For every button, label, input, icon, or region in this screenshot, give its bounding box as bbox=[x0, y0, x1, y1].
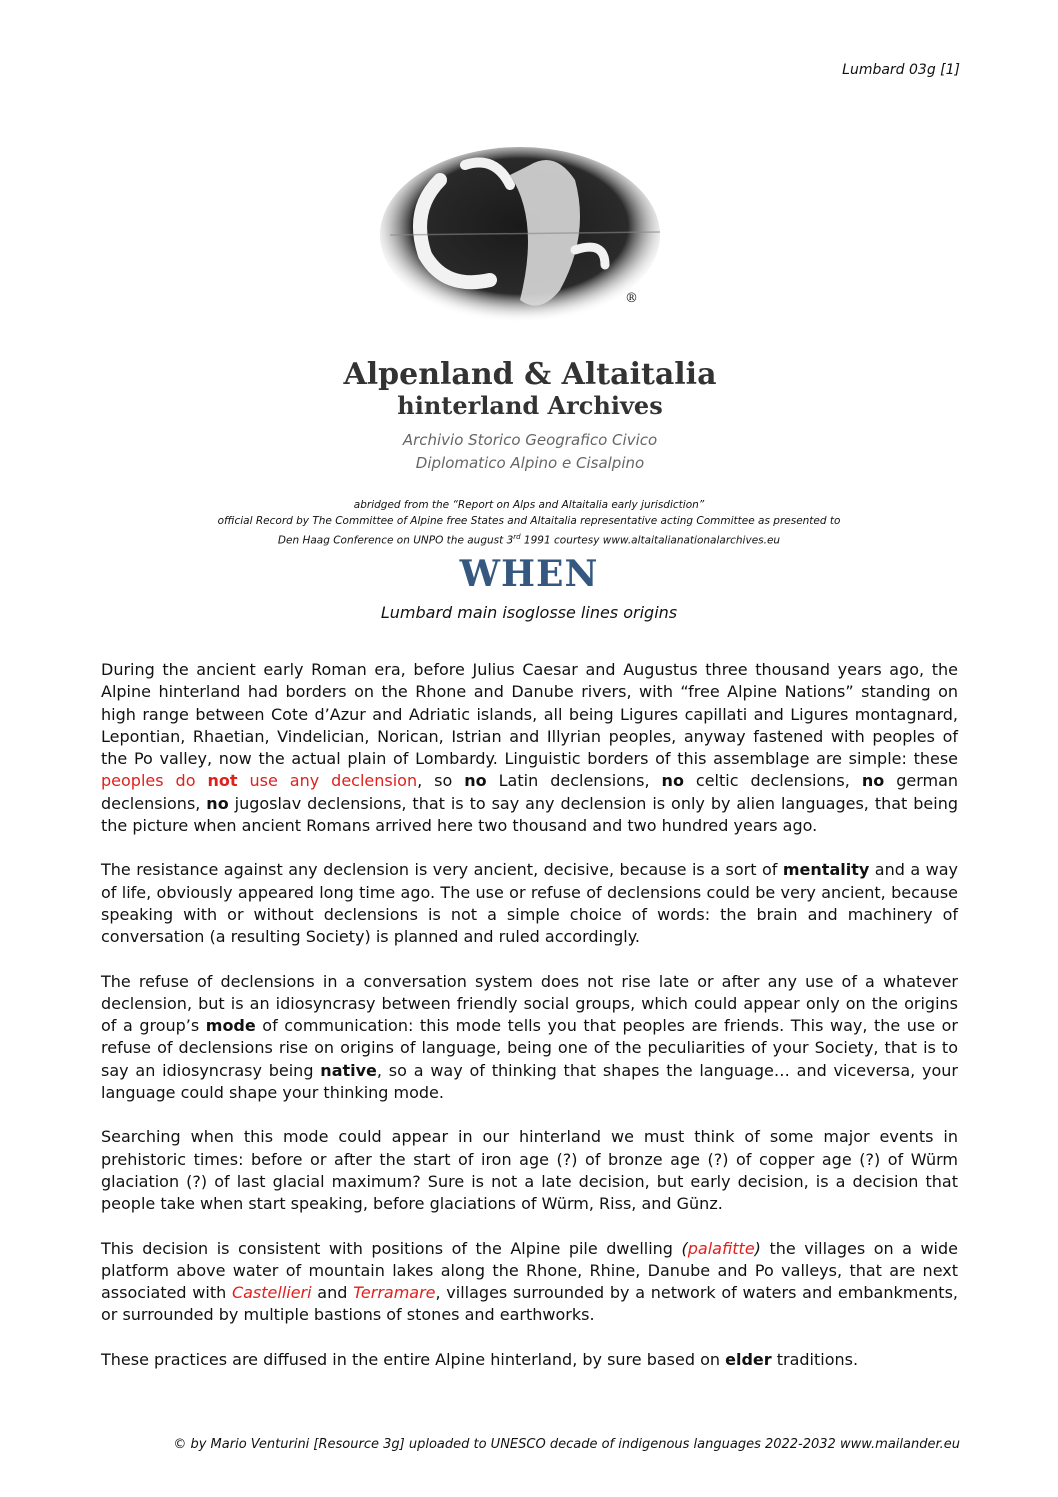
page-subtitle: Lumbard main isoglosse lines origins bbox=[380, 603, 678, 622]
logo-emblem-icon bbox=[380, 147, 660, 323]
source-note bbox=[100, 497, 958, 549]
logo-line-3: Archivio Storico Geografico Civico bbox=[402, 431, 658, 449]
copyright-footer: © by Mario Venturini [Resource 3g] uploaded to UNESCO decade of indigenous languages 2022-2032 www.mailander.eu bbox=[173, 1437, 960, 1452]
source-line-1: abridged from the “Report on Alps and Altaitalia early jurisdiction” bbox=[353, 499, 705, 511]
paragraph-3: The refuse of declensions in a conversation system does not rise late or after any use of a whatever declension, but is an idiosyncrasy between friendly social groups, which could appear only on the origins of a group’s mode of communication: this mode tells you that peoples are friends. This way, the use or refuse of declensions rise on origins of language, being one of the peculiarities of your Society, that is to say an idiosyncrasy being native, so a way of thinking that shapes the language… and viceversa, your language could shape your thinking mode. bbox=[101, 971, 959, 1103]
logo-line-1: Alpenland & Altaitalia bbox=[343, 357, 717, 392]
logo-line-2: hinterland Archives bbox=[397, 391, 663, 420]
source-line-2: official Record by The Committee of Alpine free States and Altaitalia representative acting Committee as presented to bbox=[217, 515, 841, 527]
logo-line-4: Diplomatico Alpino e Cisalpino bbox=[415, 454, 645, 472]
paragraph-1: During the ancient early Roman era, before Julius Caesar and Augustus three thousand years ago, the Alpine hinterland had borders on the Rhone and Danube rivers, with “free Alpine Nations” standing on high range between Cote d’Azur and Adriatic islands, all being Ligures capillati and Ligures montagnard, Lepontian, Rhaetian, Vindelician, Norican, Istrian and Illyrian peoples, anyway fastened with peoples of the Po valley, now the actual plain of Lombardy. Linguistic borders of this assemblage are simple: these peoples do not use any declension, so no Latin declensions, no celtic declensions, no german declensions, no jugoslav declensions, that is to say any declension is only by alien languages, that being the picture when ancient Romans arrived here two thousand and two hundred years ago. bbox=[101, 660, 959, 836]
source-line-3: Den Haag Conference on UNPO the august 3rd 1991 courtesy www.altaitalianationalarchives.eu bbox=[277, 533, 781, 547]
paragraph-4: Searching when this mode could appear in our hinterland we must think of some major events in prehistoric times: before or after the start of iron age (?) of bronze age (?) of copper age (?) of Würm glaciation (?) of last glacial maximum? Sure is not a late decision, but early decision, is a decision that people take when start speaking, before glaciations of Würm, Riss, and Günz. bbox=[101, 1127, 958, 1214]
paragraph-5: This decision is consistent with positions of the Alpine pile dwelling (palafitte) the villages on a wide platform above water of mountain lakes along the Rhone, Rhine, Danube and Po valleys, that are next associated with Castellieri and Terramare, villages surrounded by a network of waters and embankments, or surrounded by multiple bastions of stones and earthworks. bbox=[101, 1238, 959, 1325]
svg-text:®: ® bbox=[625, 291, 638, 306]
paragraph-6: These practices are diffused in the entire Alpine hinterland, by sure based on elder traditions. bbox=[101, 1349, 859, 1369]
archive-logo bbox=[343, 140, 717, 480]
highlight-text: peoples do not use any declension bbox=[101, 771, 418, 791]
paragraph-2: The resistance against any declension is very ancient, decisive, because is a sort of mentality and a way of life, obviously appeared long time ago. The use or refuse of declensions could be very ancient, because speaking with or without declensions is not a simple choice of words: the brain and machinery of conversation (a resulting Society) is planned and ruled accordingly. bbox=[101, 860, 958, 947]
page-title: WHEN bbox=[459, 553, 599, 595]
article-body bbox=[101, 659, 958, 1393]
page-reference: Lumbard 03g [1] bbox=[842, 62, 960, 78]
